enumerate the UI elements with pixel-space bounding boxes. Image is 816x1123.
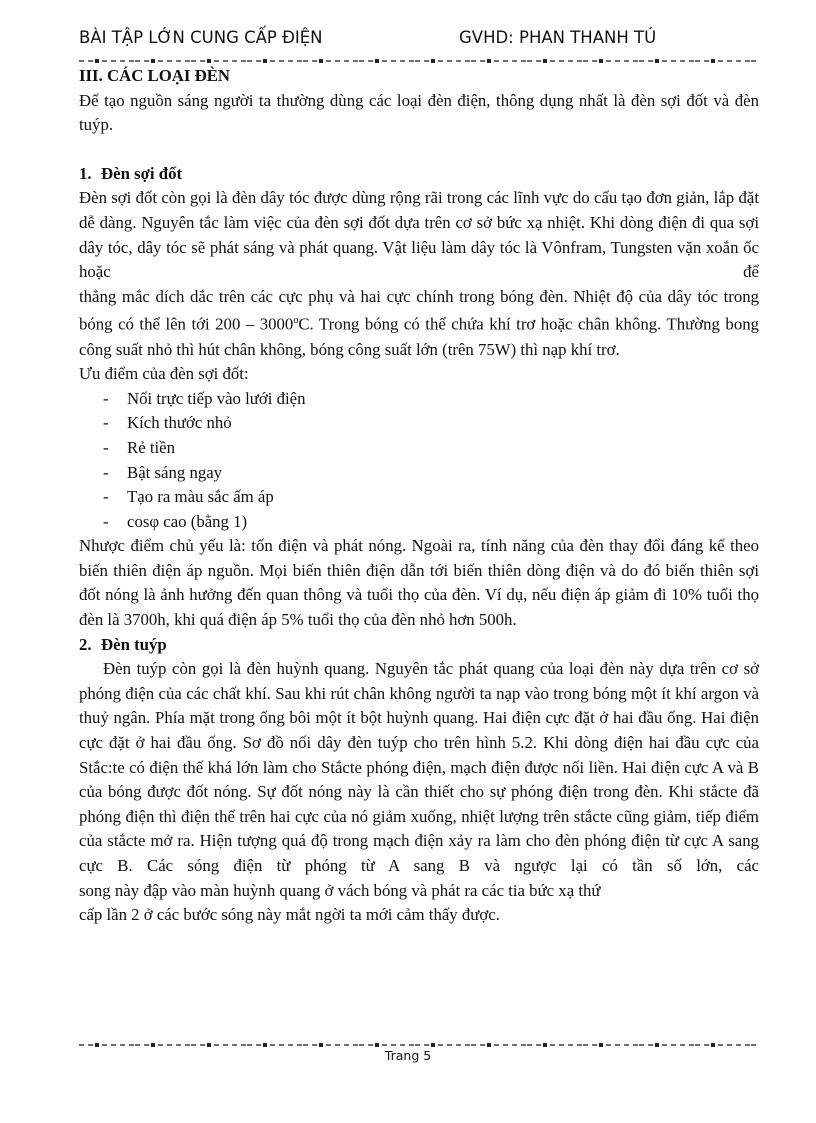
fluorescent-line-3: cấp lần 2 ở các bước sóng này mắt ngời ta mới cảm thấy được. xyxy=(79,905,500,925)
list-item xyxy=(79,411,759,436)
advantages-title: Ưu điểm của đèn sợi đốt: xyxy=(79,364,249,384)
section-intro: Để tạo nguồn sáng người ta thường dùng các loại đèn điện, thông dụng nhất là đèn sợi đốt và đèn tuýp. xyxy=(79,90,759,135)
bullet-dash: - xyxy=(103,487,109,507)
bullet-dash: - xyxy=(103,413,109,433)
list-item xyxy=(79,485,759,510)
heading-incandescent xyxy=(79,162,759,187)
heading-number: 2. xyxy=(79,634,92,654)
bullet-dash: - xyxy=(103,462,109,482)
list-item xyxy=(79,436,759,461)
advantages-list xyxy=(79,387,759,535)
heading-text: Đèn sợi đốt xyxy=(101,163,183,183)
section-title: III. CÁC LOẠI ĐÈN xyxy=(79,66,231,85)
paragraph-2-text-a: thẳng mắc dích dắc trên các cực phụ và hai cực chính trong bóng đèn. Nhiệt độ của dây tóc trong bóng có thể lên tới 200 – 3000 xyxy=(79,286,759,334)
paragraph-spacer xyxy=(79,138,759,162)
page-number: Trang 5 xyxy=(384,1048,432,1063)
list-item xyxy=(79,461,759,486)
bullet-dash: - xyxy=(103,511,109,531)
list-item-text: Kích thước nhỏ xyxy=(127,413,232,433)
heading-number: 1. xyxy=(79,163,92,183)
incandescent-paragraph-1: Đèn sợi đốt còn gọi là đèn dây tóc được dùng rộng rãi trong các lĩnh vực do cấu tạo đơn giản, lắp đặt dễ dàng. Nguyên tắc làm việc của đèn sợi đốt dựa trên cơ sở bức xạ nhiệt. Khi dòng điện đi qua sợi dây tóc, dây tóc sẽ phát sáng và phát quang. Vật liệu làm dây tóc là Vônfram, Tungsten vặn xoắn ốc hoặc để xyxy=(79,188,759,282)
bullet-dash: - xyxy=(103,437,109,457)
list-item xyxy=(79,387,759,412)
page-content xyxy=(79,64,759,928)
paragraph-2-text-b: C. Trong bóng có thể chứa khí trơ hoặc chân không. Thường bong công suất nhỏ thì hút chân không, bóng công suất lớn (trên 75W) thì nạp khí trơ. xyxy=(79,314,759,359)
page-header xyxy=(79,28,759,54)
fluorescent-line-2: song này đập vào màn huỳnh quang ở vách bóng và phát ra các tia bức xạ thứ xyxy=(79,880,601,900)
list-item-text: cosφ cao (bằng 1) xyxy=(127,511,248,531)
heading-text: Đèn tuýp xyxy=(101,634,167,654)
header-course-title: BÀI TẬP LỚN CUNG CẤP ĐIỆN xyxy=(79,28,323,47)
list-item xyxy=(79,510,759,535)
list-item-text: Tạo ra màu sắc ấm áp xyxy=(127,487,274,507)
list-item-text: Rẻ tiền xyxy=(127,437,176,457)
disadvantages-paragraph: Nhược điểm chủ yếu là: tốn điện và phát nóng. Ngoài ra, tính năng của đèn thay đổi đáng kể theo biến thiên điện áp nguồn. Mọi biến thiên điện dẫn tới biến thiên dòng điện và do đó biến thiên sợi đốt nóng là ảnh hưởng đến quan thông và tuổi thọ của đèn. Ví dụ, nếu điện áp giảm đi 10% tuổi thọ đèn là 3700h, khi quá điện áp 5% tuổi thọ của đèn nhỏ hơn 500h. xyxy=(79,536,759,630)
incandescent-paragraph-2 xyxy=(79,285,759,362)
list-item-text: Bật sáng ngay xyxy=(127,462,223,482)
fluorescent-paragraph-1: Đèn tuýp còn gọi là đèn huỳnh quang. Nguyên tắc phát quang của loại đèn này dựa trên cơ sở phóng điện của các chất khí. Sau khi rút chân không người ta nạp vào trong bóng một ít khí argon và thuỷ ngân. Phía mặt trong ống bôi một ít bột huỳnh quang. Hai điện cực đặt ở hai đầu ống. Hai điện cực đặt ở hai đầu ống. Sơ đồ nối dây đèn tuýp cho trên hình 5.2. Khi dòng điện hai đầu cực của Stắc:te có điện thế khá lớn làm cho Stắcte phóng điện, mạch điện được nối liền. Hai điện cực A và B của bóng được đốt nóng. Sự đốt nóng này là cần thiết cho sự phóng điện trong đèn. Khi stắcte đã phóng điện thì điện thế trên hai cực của nó giảm xuống, nhiệt lượng trên stắcte cũng giảm, tiếp điểm của stắcte mở ra. Hiện tượng quá độ trong mạch điện xảy ra làm cho đèn phóng điện từ cực A sang cực B. Các sóng điện từ phóng từ A sang B và ngược lại có tần số lớn, các xyxy=(79,659,759,875)
header-instructor: GVHD: PHAN THANH TÚ xyxy=(459,28,657,47)
heading-fluorescent xyxy=(79,633,759,658)
degree-superscript: o xyxy=(293,315,299,327)
bullet-dash: - xyxy=(103,388,109,408)
list-item-text: Nối trực tiếp vào lưới điện xyxy=(127,388,306,408)
